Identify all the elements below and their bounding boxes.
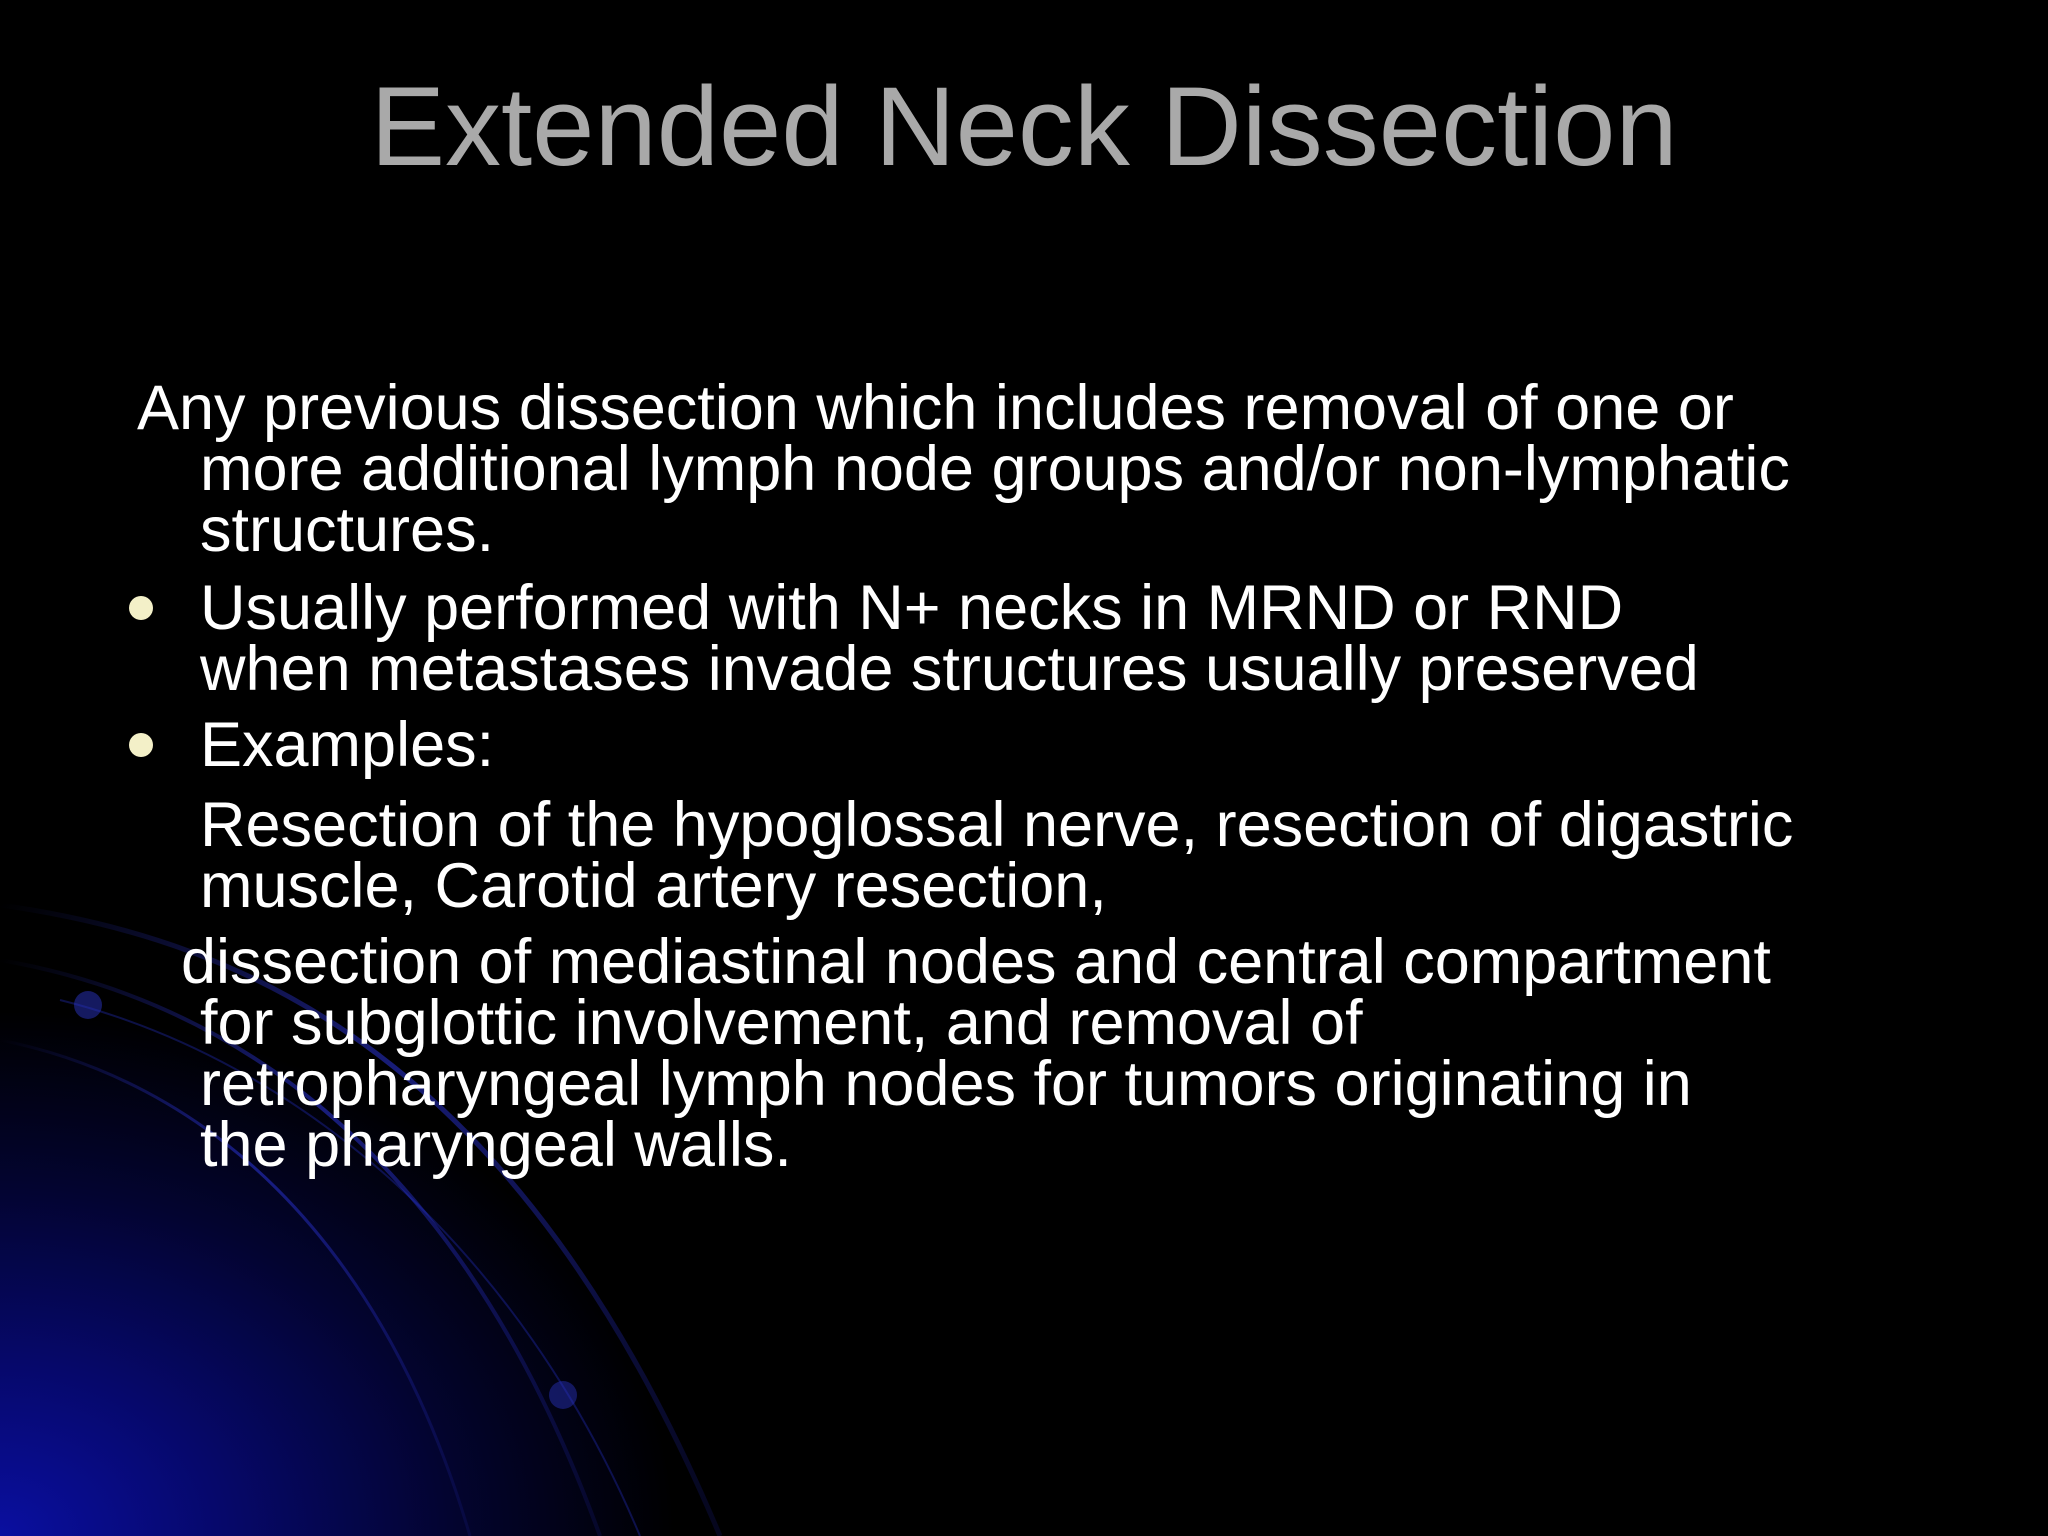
intro-line: Any previous dissection which includes removal of one or [137,373,1734,443]
closing-line: the pharyngeal walls. [200,1110,792,1180]
bullet-line: Examples: [200,710,495,780]
bullet-line: Usually performed with N+ necks in MRND or RND [200,573,1624,643]
closing-line: for subglottic involvement, and removal of [200,988,1363,1058]
bullet-dot-icon [129,596,153,620]
slide-title: Extended Neck Dissection [370,64,1678,189]
closing-line: dissection of mediastinal nodes and central compartment [181,927,1771,997]
intro-line: structures. [200,495,495,565]
examples-line: muscle, Carotid artery resection, [200,851,1107,921]
swirl-dot [74,991,102,1019]
swirl-dot [549,1381,577,1409]
examples-line: Resection of the hypoglossal nerve, resection of digastric [200,790,1794,860]
intro-line: more additional lymph node groups and/or non-lymphatic [200,434,1790,504]
bullet-line: when metastases invade structures usually preserved [200,634,1699,704]
closing-line: retropharyngeal lymph nodes for tumors originating in [200,1049,1692,1119]
bullet-dot-icon [129,733,153,757]
